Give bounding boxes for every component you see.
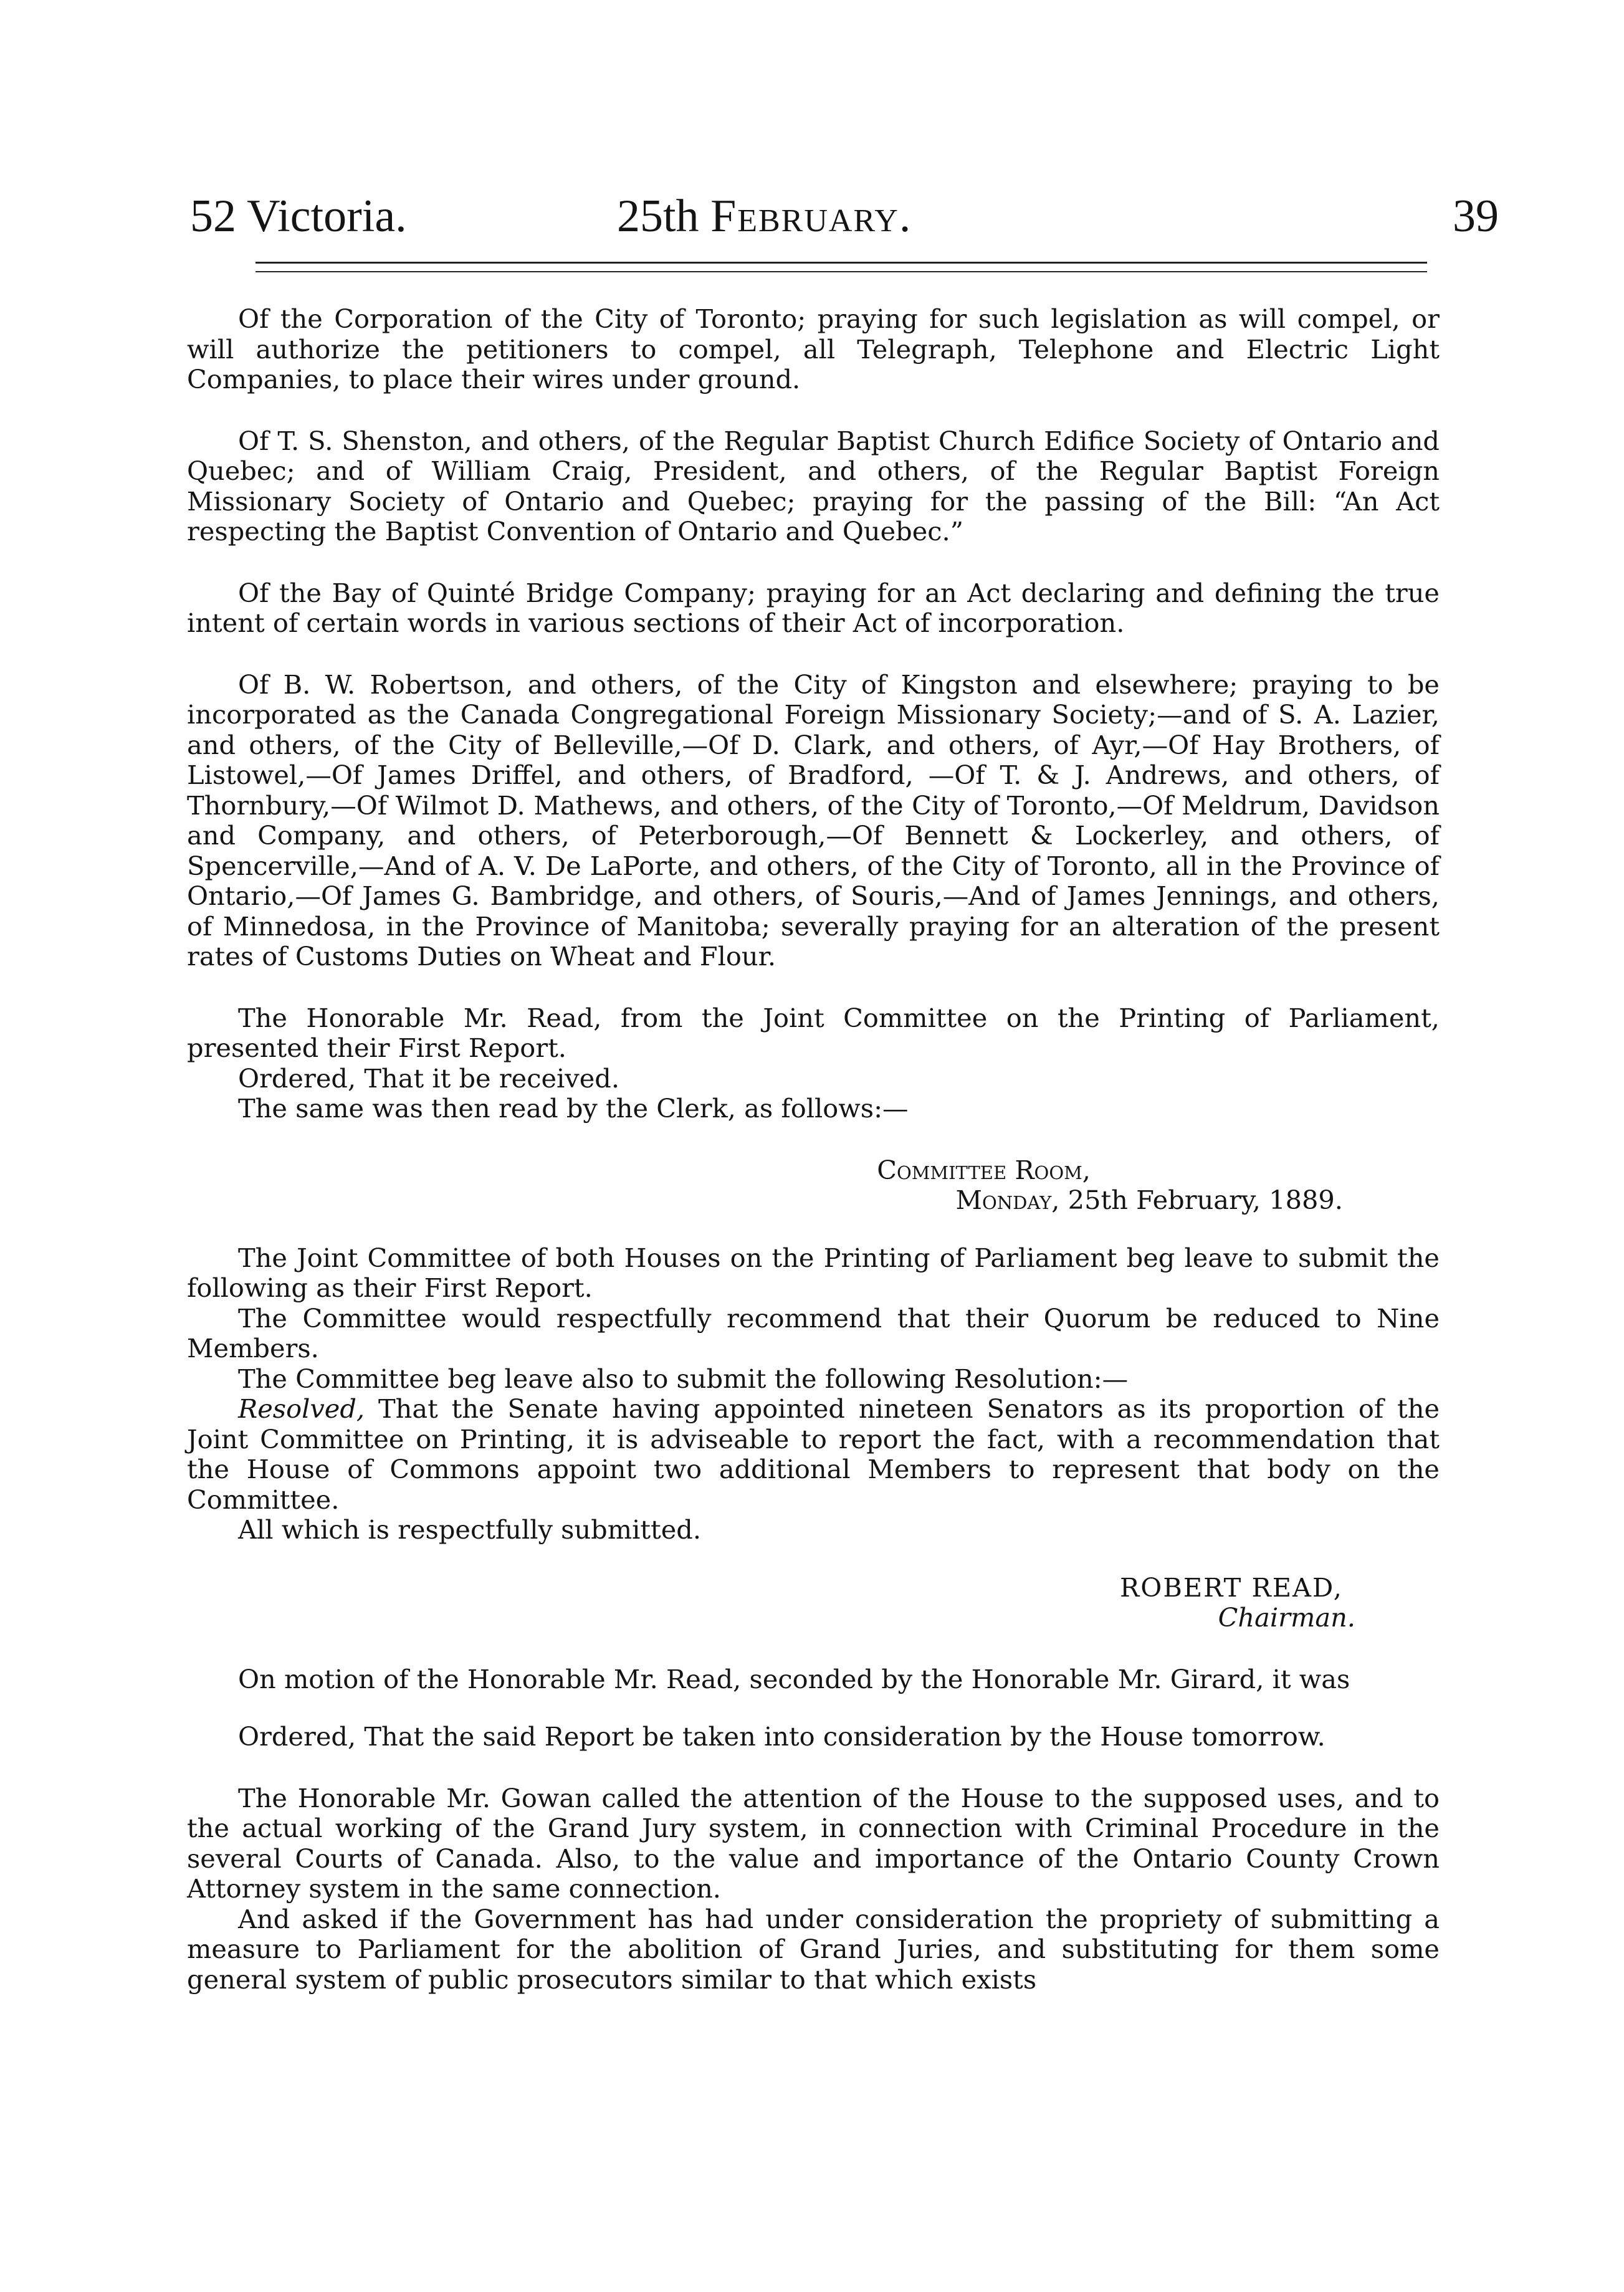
committee-room-heading: Committee Room,: [877, 1154, 1091, 1185]
date-header: [617, 190, 912, 243]
date-header-month: February.: [710, 191, 912, 242]
report-resolution: [187, 1394, 1440, 1515]
report-resolution-intro: The Committee beg leave also to submit the following Resolution:—: [238, 1363, 1129, 1394]
petition-bay-of-quinte-bridge: Of the Bay of Quinté Bridge Company; praying for an Act declaring and defining the true intent of certain words in various sections of their Act of incorporation.: [187, 577, 1440, 638]
resolution-text: That the Senate having appointed nineteen Senators as its proportion of the Joint Committee on Printing, it is adviseable to report the fact, with a recommendation that the House of Commons appoint two additional Members to represent that body on the Committee.: [187, 1393, 1440, 1515]
page-body: [187, 304, 1440, 1995]
grand-jury-inquiry: And asked if the Government has had under consideration the propriety of submitting a measure to Parliament for the abolition of Grand Juries, and substituting for them some general system of public prosecutors similar to that which exists: [187, 1903, 1440, 1995]
report-read-by-clerk: The same was then read by the Clerk, as follows:—: [238, 1093, 909, 1124]
date-header-day: 25th: [617, 191, 699, 242]
petition-customs-duties: Of B. W. Robertson, and others, of the City of Kingston and elsewhere; praying to be incorporated as the Canada Congregational Foreign Missionary Society;—and of S. A. Lazier, and others, of the City of Belleville,—Of D. Clark, and others, of Ayr,—Of Hay Brothers, of Listowel,—Of James Driffel, and others, of Bradford, —Of T. & J. Andrews, and others, of Thornbury,—Of Wilmot D. Mathews, and others, of the City of Toronto,—Of Meldrum, Davidson and Company, and others, of Peterborough,—Of Bennett & Lockerley, and others, of Spencerville,—And of A. V. De LaPorte, and others, of the City of Toronto, all in the Province of Ontario,—Of James G. Bambridge, and others, of Souris,—And of James Jennings, and others, of Minnedosa, in the Province of Manitoba; severally praying for an alteration of the present rates of Customs Duties on Wheat and Flour.: [187, 669, 1440, 972]
report-date-rest: 25th February, 1889.: [1068, 1185, 1343, 1215]
resolved-label: Resolved,: [238, 1393, 365, 1424]
signature-name: ROBERT READ,: [1120, 1572, 1343, 1603]
signature-title: Chairman.: [1218, 1602, 1355, 1633]
report-quorum-recommendation: The Committee would respectfully recommend that their Quorum be reduced to Nine Members.: [187, 1302, 1440, 1363]
header-rule: [256, 262, 1427, 264]
page-number: 39: [1453, 191, 1499, 242]
report-intro: The Joint Committee of both Houses on the Printing of Parliament beg leave to submit the following as their First Report.: [187, 1242, 1440, 1303]
report-closing: All which is respectfully submitted.: [238, 1514, 702, 1545]
report-date: [187, 1185, 1440, 1216]
order-consideration-tomorrow: Ordered, That the said Report be taken into consideration by the House tomorrow.: [238, 1721, 1325, 1752]
page-header: [190, 190, 1499, 246]
header-rule-secondary: [256, 271, 1427, 272]
session-label: 52 Victoria.: [190, 191, 407, 242]
petition-baptist-convention: Of T. S. Shenston, and others, of the Regular Baptist Church Edifice Society of Ontario and Quebec; and of William Craig, President, and others, of the Regular Baptist Foreign Missionary Society of Ontario and Quebec; praying for the passing of the Bill: “An Act respecting the Baptist Convention of Ontario and Quebec.”: [187, 425, 1440, 547]
motion-consideration: On motion of the Honorable Mr. Read, seconded by the Honorable Mr. Girard, it was: [238, 1663, 1350, 1694]
order-report-received: Ordered, That it be received.: [238, 1062, 620, 1094]
joint-committee-report-presented: The Honorable Mr. Read, from the Joint Committee on the Printing of Parliament, presented their First Report.: [187, 1002, 1440, 1063]
petition-toronto-wires: Of the Corporation of the City of Toronto; praying for such legislation as will compel, or will authorize the petitioners to compel, all Telegraph, Telephone and Electric Light Companies, to place their wires under ground.: [187, 303, 1440, 394]
grand-jury-attention: The Honorable Mr. Gowan called the attention of the House to the supposed uses, and to the actual working of the Grand Jury system, in connection with Criminal Procedure in the several Courts of Canada. Also, to the value and importance of the Ontario County Crown Attorney system in the same connection.: [187, 1782, 1440, 1904]
report-date-weekday: Monday,: [955, 1185, 1060, 1215]
